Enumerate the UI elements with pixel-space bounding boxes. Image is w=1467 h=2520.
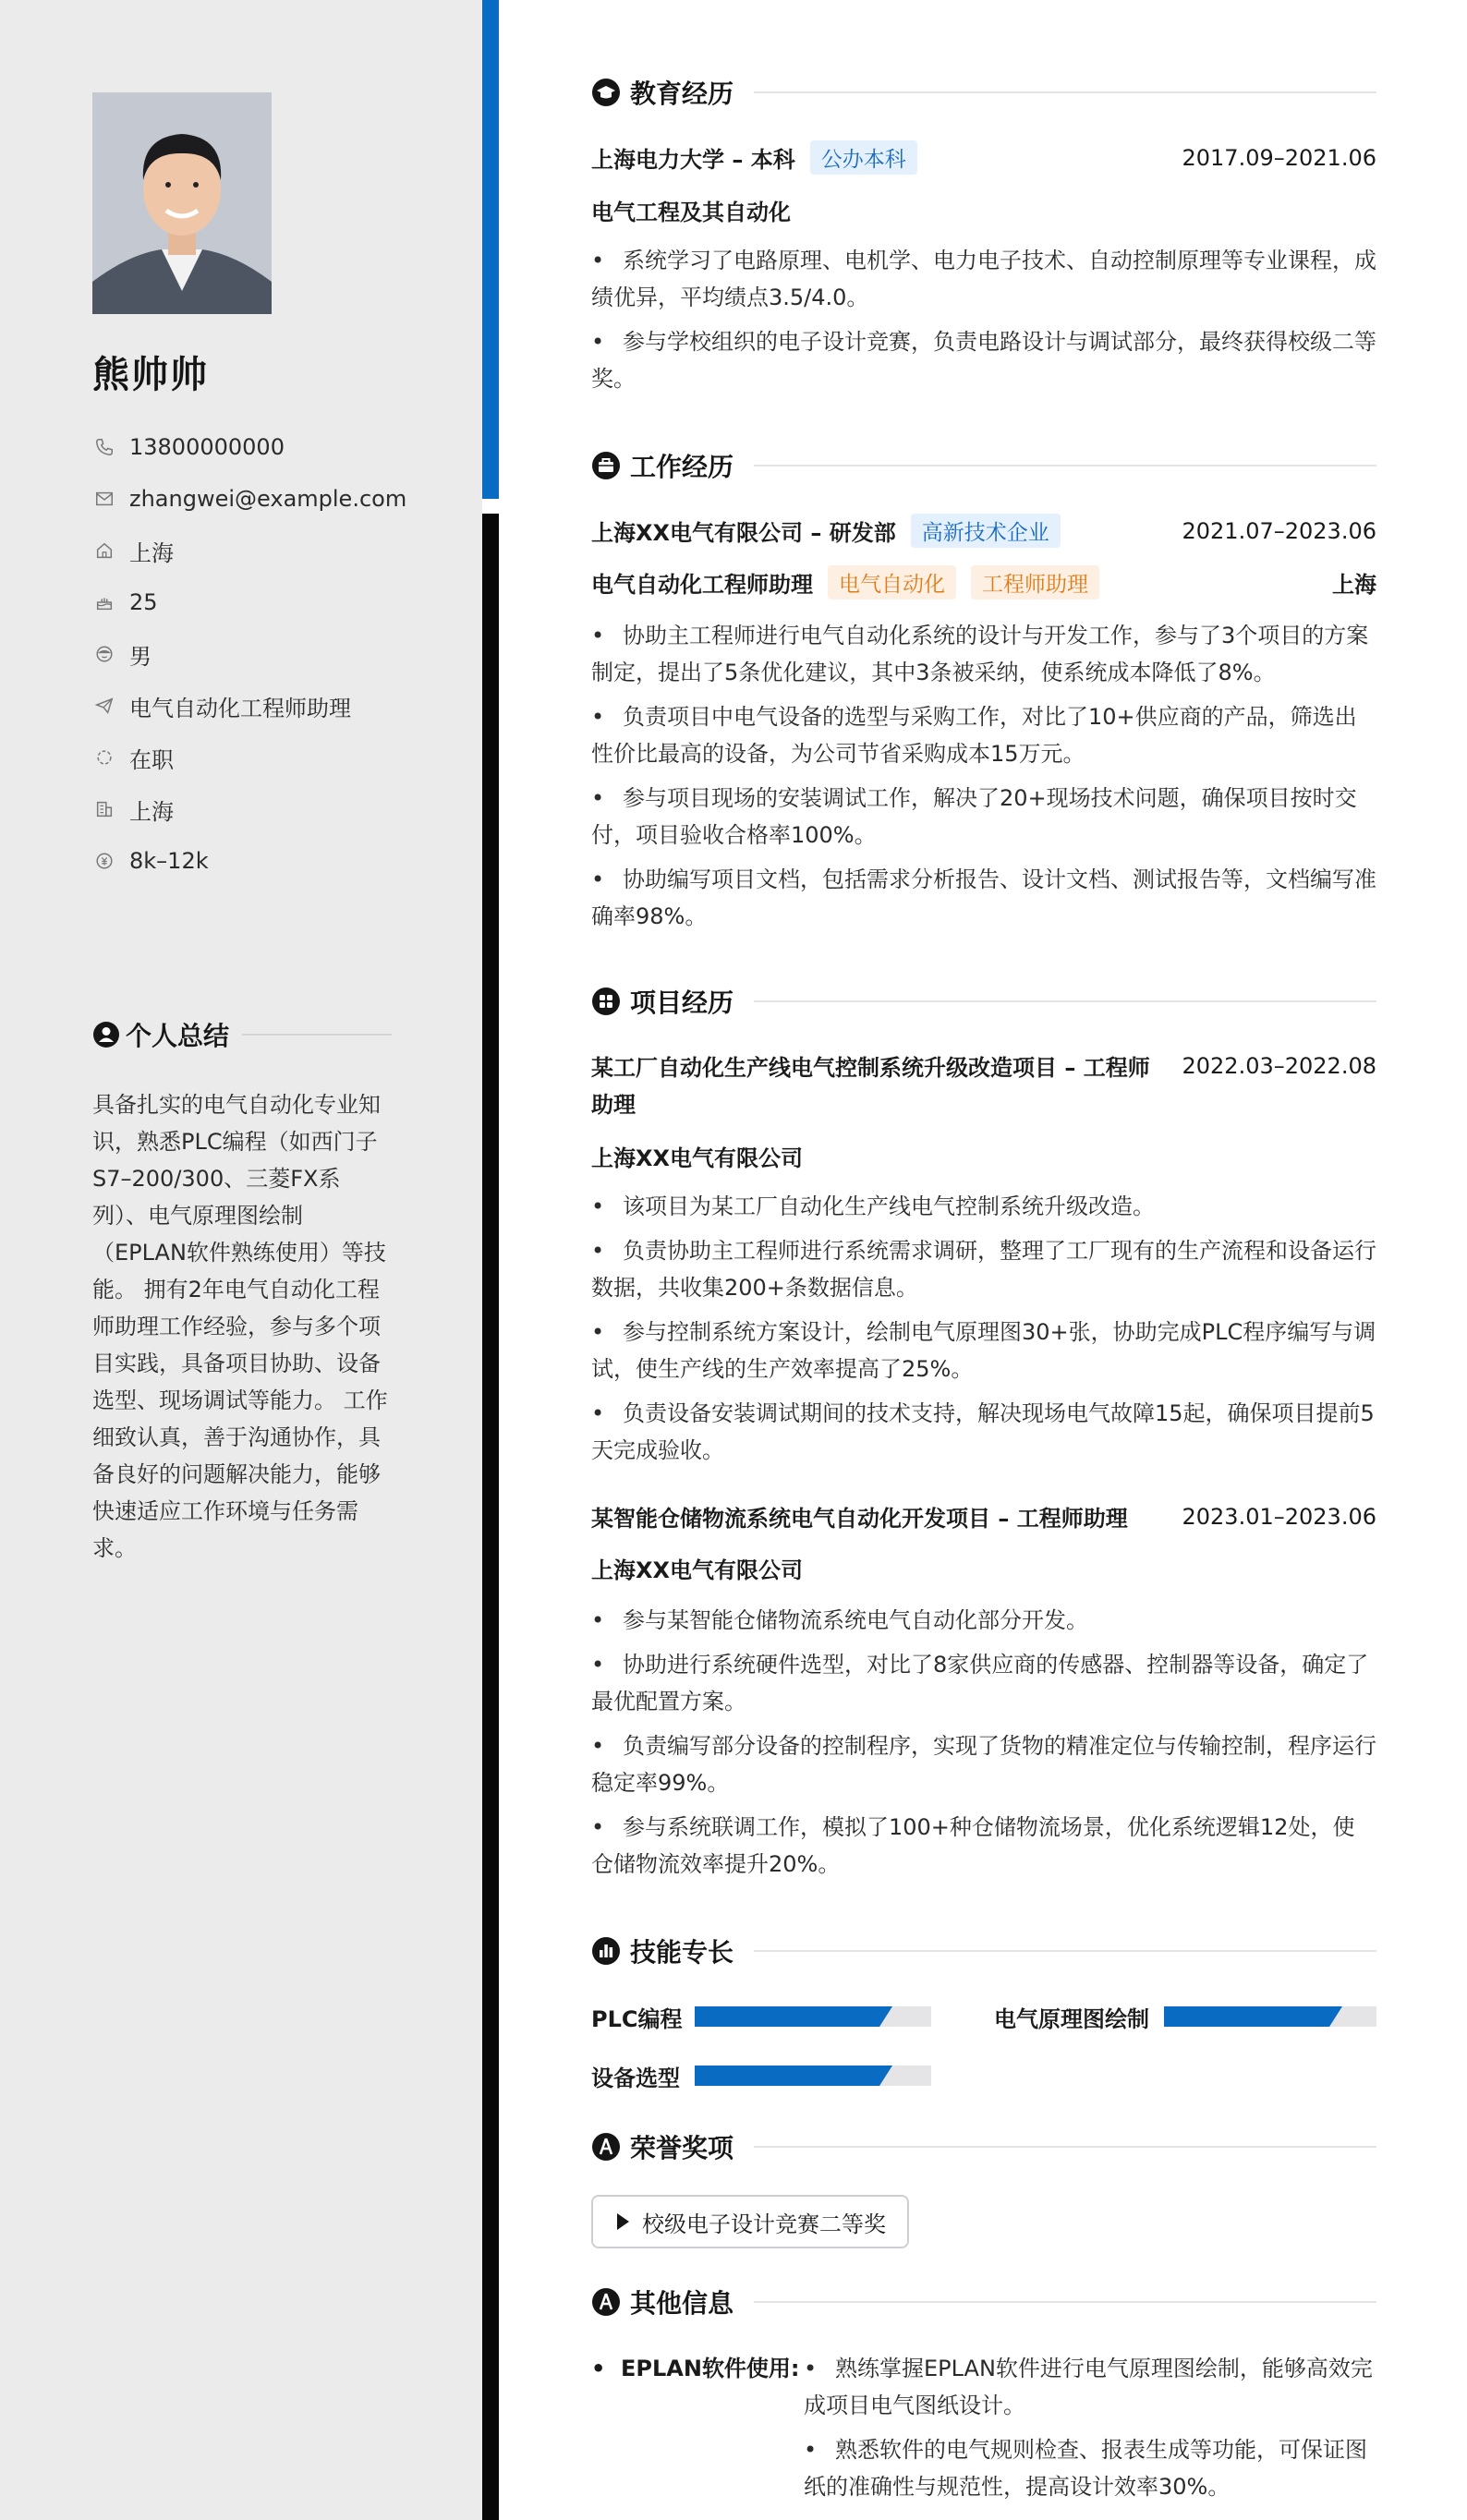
user-icon bbox=[92, 1021, 120, 1048]
project-2-company: 上海XX电气有限公司 bbox=[591, 1557, 804, 1583]
section-education bbox=[591, 74, 1376, 111]
education-bullet-2: 参与学校组织的电子设计竞赛，负责电路设计与调试部分，最终获得校级二等奖。 bbox=[591, 329, 1376, 392]
avatar bbox=[92, 92, 272, 314]
honor-item bbox=[591, 2195, 909, 2248]
award-icon bbox=[591, 2132, 621, 2162]
education-major: 电气工程及其自动化 bbox=[591, 200, 791, 225]
info-status-text: 在职 bbox=[129, 746, 174, 773]
project-2-bullet-3: 负责编写部分设备的控制程序，实现了货物的精准定位与传输控制，程序运行稳定率99%。 bbox=[591, 1733, 1376, 1796]
list-item: • 熟练掌握EPLAN软件进行电气原理图绘制，能够高效完成项目电气图纸设计。 bbox=[804, 2356, 1373, 2418]
project-2-bullet-2: 协助进行系统硬件选型，对比了8家供应商的传感器、控制器等设备，确定了最优配置方案。 bbox=[591, 1652, 1369, 1714]
project-2-company-row bbox=[591, 1552, 1376, 1584]
list-item: • 协助主工程师进行电气自动化系统的设计与开发工作，参与了3个项目的方案制定，提出了5条优化建议，其中3条被采纳，使系统成本降低了8%。 bbox=[591, 623, 1369, 685]
project-1-bullet-4: 负责设备安装调试期间的技术支持，解决现场电气故障15起，确保项目提前5天完成验收。 bbox=[591, 1400, 1375, 1463]
work-company-row bbox=[591, 514, 1376, 548]
info-gender-text: 男 bbox=[129, 643, 152, 670]
skill-bar bbox=[695, 2066, 931, 2086]
sidebar bbox=[0, 0, 482, 2520]
project-1-company-row bbox=[591, 1140, 1376, 1172]
list-item: • 协助进行系统硬件选型，对比了8家供应商的传感器、控制器等设备，确定了最优配置方案。 bbox=[591, 1652, 1369, 1714]
education-tag: 公办本科 bbox=[810, 140, 917, 175]
other-label-text: EPLAN软件使用: bbox=[621, 2356, 800, 2381]
skill-bar bbox=[1164, 2006, 1376, 2027]
education-divider bbox=[754, 91, 1376, 93]
info-home-text: 上海 bbox=[129, 539, 174, 566]
skill-name: 电气原理图绘制 bbox=[994, 2005, 1149, 2032]
project-2-name: 某智能仓储物流系统电气自动化开发项目 – 工程师助理 bbox=[591, 1506, 1128, 1532]
project-1-name: 某工厂自动化生产线电气控制系统升级改造项目 – 工程师 bbox=[591, 1055, 1150, 1081]
info-age-text: 25 bbox=[129, 589, 158, 615]
summary-title: 个人总结 bbox=[126, 1021, 230, 1051]
info-target-job bbox=[92, 680, 462, 732]
work-position-row bbox=[591, 565, 1376, 600]
work-company: 上海XX电气有限公司 – 研发部 bbox=[591, 520, 896, 546]
graduation-cap-icon bbox=[591, 78, 621, 107]
project-2-bullet-1: 参与某智能仓储物流系统电气自动化部分开发。 bbox=[623, 1607, 1088, 1633]
section-skills bbox=[591, 1932, 1376, 1969]
info-gender bbox=[92, 628, 462, 680]
honors-title: 荣誉奖项 bbox=[630, 2133, 734, 2163]
other-bullet-2: 熟悉软件的电气规则检查、报表生成等功能，可保证图纸的准确性与规范性，提高设计效率30%。 bbox=[804, 2437, 1367, 2500]
honor-text: 校级电子设计竞赛二等奖 bbox=[642, 2211, 886, 2237]
work-bullet-2: 负责项目中电气设备的选型与采购工作，对比了10+供应商的产品，筛选出性价比最高的设备，为公司节省采购成本15万元。 bbox=[591, 704, 1357, 767]
education-bullet-1: 系统学习了电路原理、电机学、电力电子技术、自动控制原理等专业课程，成绩优异，平均绩点3.5/4.0。 bbox=[591, 248, 1376, 310]
education-title: 教育经历 bbox=[630, 79, 734, 109]
mail-icon bbox=[92, 487, 116, 511]
education-school: 上海电力大学 – 本科 bbox=[591, 147, 795, 173]
candidate-name: 熊帅帅 bbox=[92, 354, 209, 396]
projects-title: 项目经历 bbox=[630, 987, 734, 1018]
info-phone-text: 13800000000 bbox=[129, 434, 285, 460]
list-item: • 该项目为某工厂自动化生产线电气控制系统升级改造。 bbox=[591, 1193, 1155, 1219]
skills-title: 技能专长 bbox=[630, 1937, 734, 1968]
section-projects bbox=[591, 983, 1376, 1020]
skill-item-plc bbox=[591, 2001, 942, 2032]
project-1-bullet-1: 该项目为某工厂自动化生产线电气控制系统升级改造。 bbox=[623, 1193, 1155, 1219]
dark-bar bbox=[482, 514, 499, 2520]
list-item: • 负责编写部分设备的控制程序，实现了货物的精准定位与传输控制，程序运行稳定率99%。 bbox=[591, 1733, 1376, 1796]
skill-bar-fill bbox=[695, 2066, 879, 2086]
skills-divider bbox=[754, 1950, 1376, 1952]
education-major-row bbox=[591, 194, 1376, 226]
list-item: • 参与学校组织的电子设计竞赛，负责电路设计与调试部分，最终获得校级二等奖。 bbox=[591, 329, 1376, 392]
section-honors bbox=[591, 2128, 1376, 2165]
work-company-tag: 高新技术企业 bbox=[911, 514, 1061, 548]
info-city bbox=[92, 783, 462, 835]
info-target-job-text: 电气自动化工程师助理 bbox=[129, 695, 351, 721]
other-bullet-1: 熟练掌握EPLAN软件进行电气原理图绘制，能够高效完成项目电气图纸设计。 bbox=[804, 2356, 1373, 2418]
other-divider bbox=[754, 2301, 1376, 2303]
face-icon bbox=[92, 642, 116, 666]
work-bullet-4: 协助编写项目文档，包括需求分析报告、设计文档、测试报告等，文档编写准确率98%。 bbox=[591, 866, 1376, 929]
phone-icon bbox=[92, 435, 116, 459]
list-item: • 参与某智能仓储物流系统电气自动化部分开发。 bbox=[591, 1607, 1088, 1633]
skill-item-selection bbox=[591, 2060, 942, 2091]
skill-item-schematic bbox=[994, 2001, 1376, 2032]
projects-divider bbox=[754, 1000, 1376, 1002]
info-email bbox=[92, 473, 462, 525]
accent-bar bbox=[482, 0, 499, 499]
list-item: • 协助编写项目文档，包括需求分析报告、设计文档、测试报告等，文档编写准确率98%。 bbox=[591, 866, 1376, 929]
work-title: 工作经历 bbox=[630, 452, 734, 482]
send-icon bbox=[92, 694, 116, 718]
project-1-name-row-2 bbox=[591, 1086, 1376, 1119]
other-label: • EPLAN软件使用: bbox=[591, 2356, 800, 2381]
skill-name: 设备选型 bbox=[591, 2065, 680, 2091]
project-2-period: 2023.01–2023.06 bbox=[1182, 1503, 1376, 1530]
contact-info-list bbox=[92, 421, 462, 887]
list-item: • 参与控制系统方案设计，绘制电气原理图30+张，协助完成PLC程序编写与调试，使生产线的生产效率提高了25%。 bbox=[591, 1319, 1376, 1382]
list-item: • 系统学习了电路原理、电机学、电力电子技术、自动控制原理等专业课程，成绩优异，平均绩点3.5/4.0。 bbox=[591, 248, 1376, 310]
summary-divider bbox=[242, 1034, 392, 1036]
info-status bbox=[92, 732, 462, 783]
info-age bbox=[92, 576, 462, 628]
project-1-name-line2: 助理 bbox=[591, 1092, 636, 1118]
info-home bbox=[92, 525, 462, 576]
award-icon bbox=[591, 2287, 621, 2317]
project-2-name-row bbox=[591, 1500, 1376, 1533]
briefcase-icon bbox=[591, 451, 621, 480]
info-email-text: zhangwei@example.com bbox=[129, 486, 407, 512]
work-position: 电气自动化工程师助理 bbox=[591, 572, 813, 598]
work-period: 2021.07–2023.06 bbox=[1182, 517, 1376, 544]
status-icon bbox=[92, 745, 116, 769]
project-1-company: 上海XX电气有限公司 bbox=[591, 1145, 804, 1171]
work-bullet-1: 协助主工程师进行电气自动化系统的设计与开发工作，参与了3个项目的方案制定，提出了5条优化建议，其中3条被采纳，使系统成本降低了8%。 bbox=[591, 623, 1369, 685]
project-1-name-row bbox=[591, 1049, 1376, 1082]
list-item: • 熟悉软件的电气规则检查、报表生成等功能，可保证图纸的准确性与规范性，提高设计效率30%。 bbox=[804, 2437, 1367, 2500]
education-period: 2017.09–2021.06 bbox=[1182, 144, 1376, 171]
honors-divider bbox=[754, 2146, 1376, 2148]
list-item: • 负责设备安装调试期间的技术支持，解决现场电气故障15起，确保项目提前5天完成验收。 bbox=[591, 1400, 1375, 1463]
salary-icon bbox=[92, 849, 116, 873]
info-salary bbox=[92, 835, 462, 887]
project-1-bullet-2: 负责协助主工程师进行系统需求调研，整理了工厂现有的生产流程和设备运行数据，共收集200+条数据信息。 bbox=[591, 1238, 1376, 1301]
skill-name: PLC编程 bbox=[591, 2005, 683, 2032]
cake-icon bbox=[92, 590, 116, 614]
skill-bar-fill bbox=[695, 2006, 879, 2027]
summary-text: 具备扎实的电气自动化专业知识，熟悉PLC编程（如西门子S7–200/300、三菱FX系列）、电气原理图绘制（EPLAN软件熟练使用）等技能。 拥有2年电气自动化工程师助理工作经验，参与多个项目实践，具备项目协助、设备选型、现场调试等能力。 工作细致认真，善于沟通协作，具备良好的问题解决能力，能够快速适应工作环境与任务需求。 bbox=[92, 1092, 388, 1561]
project-1-period: 2022.03–2022.08 bbox=[1182, 1052, 1376, 1079]
home-icon bbox=[92, 539, 116, 563]
list-item: • 负责项目中电气设备的选型与采购工作，对比了10+供应商的产品，筛选出性价比最高的设备，为公司节省采购成本15万元。 bbox=[591, 704, 1357, 767]
skill-bar bbox=[695, 2006, 931, 2027]
skill-bar-fill bbox=[1164, 2006, 1329, 2027]
work-bullet-3: 参与项目现场的安装调试工作，解决了20+现场技术问题，确保项目按时交付，项目验收合格率100%。 bbox=[591, 785, 1357, 848]
summary-heading bbox=[92, 1016, 392, 1053]
work-position-tag-1: 电气自动化 bbox=[828, 565, 956, 600]
list-item: • 负责协助主工程师进行系统需求调研，整理了工厂现有的生产流程和设备运行数据，共收集200+条数据信息。 bbox=[591, 1238, 1376, 1301]
info-city-text: 上海 bbox=[129, 798, 174, 825]
education-school-row bbox=[591, 140, 1376, 175]
list-item: • 参与项目现场的安装调试工作，解决了20+现场技术问题，确保项目按时交付，项目验收合格率100%。 bbox=[591, 785, 1357, 848]
work-position-tag-2: 工程师助理 bbox=[971, 565, 1099, 600]
info-salary-text: 8k–12k bbox=[129, 848, 209, 874]
work-divider bbox=[754, 465, 1376, 466]
info-phone bbox=[92, 421, 462, 473]
section-other bbox=[591, 2284, 1376, 2320]
list-item: • 参与系统联调工作，模拟了100+种仓储物流场景，优化系统逻辑12处，使仓储物流效率提升20%。 bbox=[591, 1814, 1355, 1877]
project-1-bullet-3: 参与控制系统方案设计，绘制电气原理图30+张，协助完成PLC程序编写与调试，使生产线的生产效率提高了25%。 bbox=[591, 1319, 1376, 1382]
building-icon bbox=[92, 797, 116, 821]
play-icon bbox=[617, 2213, 629, 2230]
project-2-bullet-4: 参与系统联调工作，模拟了100+种仓储物流场景，优化系统逻辑12处，使仓储物流效率提升20%。 bbox=[591, 1814, 1355, 1877]
grid-icon bbox=[591, 987, 621, 1016]
section-work bbox=[591, 447, 1376, 484]
other-title: 其他信息 bbox=[630, 2288, 734, 2319]
bar-chart-icon bbox=[591, 1936, 621, 1966]
work-city: 上海 bbox=[1332, 572, 1376, 598]
